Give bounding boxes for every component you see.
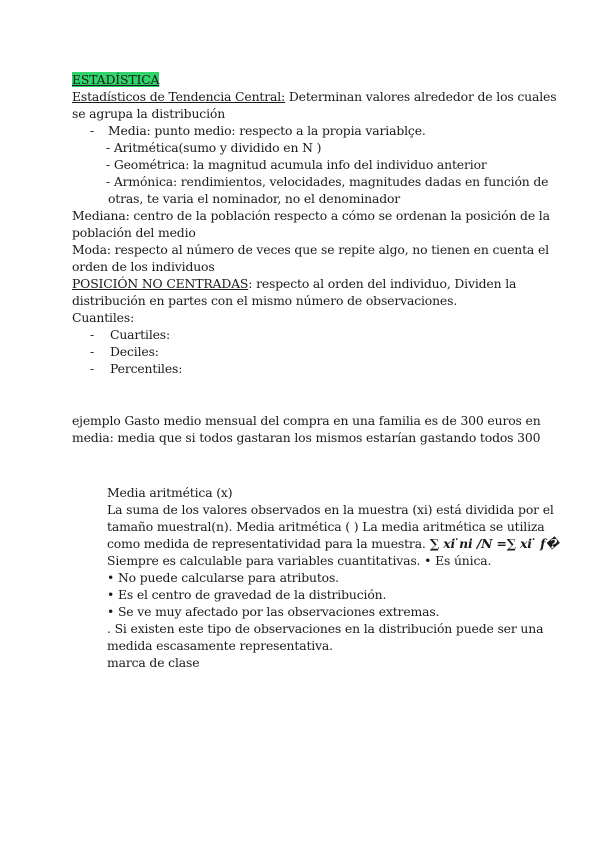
moda-line-1: Moda: respecto al número de veces que se repite algo, no tienen en cuenta el: [72, 242, 549, 257]
ejemplo-line-2: media: media que si todos gastaran los mismos estarían gastando todos 300: [72, 430, 541, 445]
media-aritmetica-line-2: tamaño muestral(n). Media aritmética ( ) La media aritmética se utiliza: [107, 519, 545, 534]
ejemplo-line-1: ejemplo Gasto medio mensual del compra en una familia es de 300 euros en: [72, 413, 541, 428]
media-aritmetica-title: Media aritmética (x): [107, 485, 233, 500]
document-title: [72, 71, 159, 88]
moda-line-2: orden de los individuos: [72, 259, 215, 274]
media-aritmetica-line-5: • No puede calcularse para atributos.: [107, 570, 339, 585]
media-aritmetica-line-6: • Es el centro de gravedad de la distribución.: [107, 587, 387, 602]
deciles-item: Deciles:: [110, 344, 159, 359]
central-tendency-text: Determinan valores alrededor de los cuales: [285, 89, 557, 104]
media-aritmetica-line-9: medida escasamente representativa.: [107, 638, 333, 653]
armonica-item-line-2: otras, te varia el nominador, no el denominador: [108, 191, 401, 206]
posicion-line-1: [72, 275, 516, 292]
central-tendency-line-2: se agrupa la distribución: [72, 106, 226, 121]
cuantiles-label: Cuantiles:: [72, 310, 135, 325]
mediana-line-1: Mediana: centro de la población respecto a cómo se ordenan la posición de la: [72, 208, 550, 223]
media-aritmetica-line-1: La suma de los valores observados en la muestra (xi) está dividida por el: [107, 502, 554, 517]
list-dash: -: [90, 344, 95, 359]
armonica-item-line-1: - Armónica: rendimientos, velocidades, magnitudes dadas en función de: [106, 174, 549, 189]
aritmetica-item: - Aritmética(sumo y dividido en N ): [106, 140, 322, 155]
list-dash: -: [90, 123, 95, 138]
media-aritmetica-line-8: . Si existen este tipo de observaciones en la distribución puede ser una: [107, 621, 544, 636]
mediana-line-2: población del medio: [72, 225, 196, 240]
media-item: Media: punto medio: respecto a la propia variablçe.: [108, 123, 426, 138]
list-dash: -: [90, 361, 95, 376]
media-aritmetica-line-3: [107, 535, 559, 552]
media-aritmetica-line-4: Siempre es calculable para variables cuantitativas. • Es única.: [107, 553, 492, 568]
posicion-text: : respecto al orden del individuo, Dividen la: [248, 276, 517, 291]
list-dash: -: [90, 327, 95, 342]
percentiles-item: Percentiles:: [110, 361, 183, 376]
media-aritmetica-line-7: • Se ve muy afectado por las observaciones extremas.: [107, 604, 440, 619]
title-text: ESTADÍSTICA: [72, 72, 160, 87]
cuartiles-item: Cuartiles:: [110, 327, 171, 342]
formula: ∑ xi ̇ni /N =∑ xi ̇ f�: [425, 536, 559, 551]
posicion-line-2: distribución en partes con el mismo número de observaciones.: [72, 293, 458, 308]
media-aritmetica-line-3-text: como medida de representatividad para la muestra.: [107, 536, 426, 551]
central-tendency-line-1: [72, 88, 556, 105]
geometrica-item: - Geométrica: la magnitud acumula info del individuo anterior: [106, 157, 487, 172]
posicion-heading: POSICIÓN NO CENTRADAS: [72, 276, 249, 291]
marca-de-clase: marca de clase: [107, 655, 200, 670]
central-tendency-heading: Estadísticos de Tendencia Central:: [72, 89, 286, 104]
